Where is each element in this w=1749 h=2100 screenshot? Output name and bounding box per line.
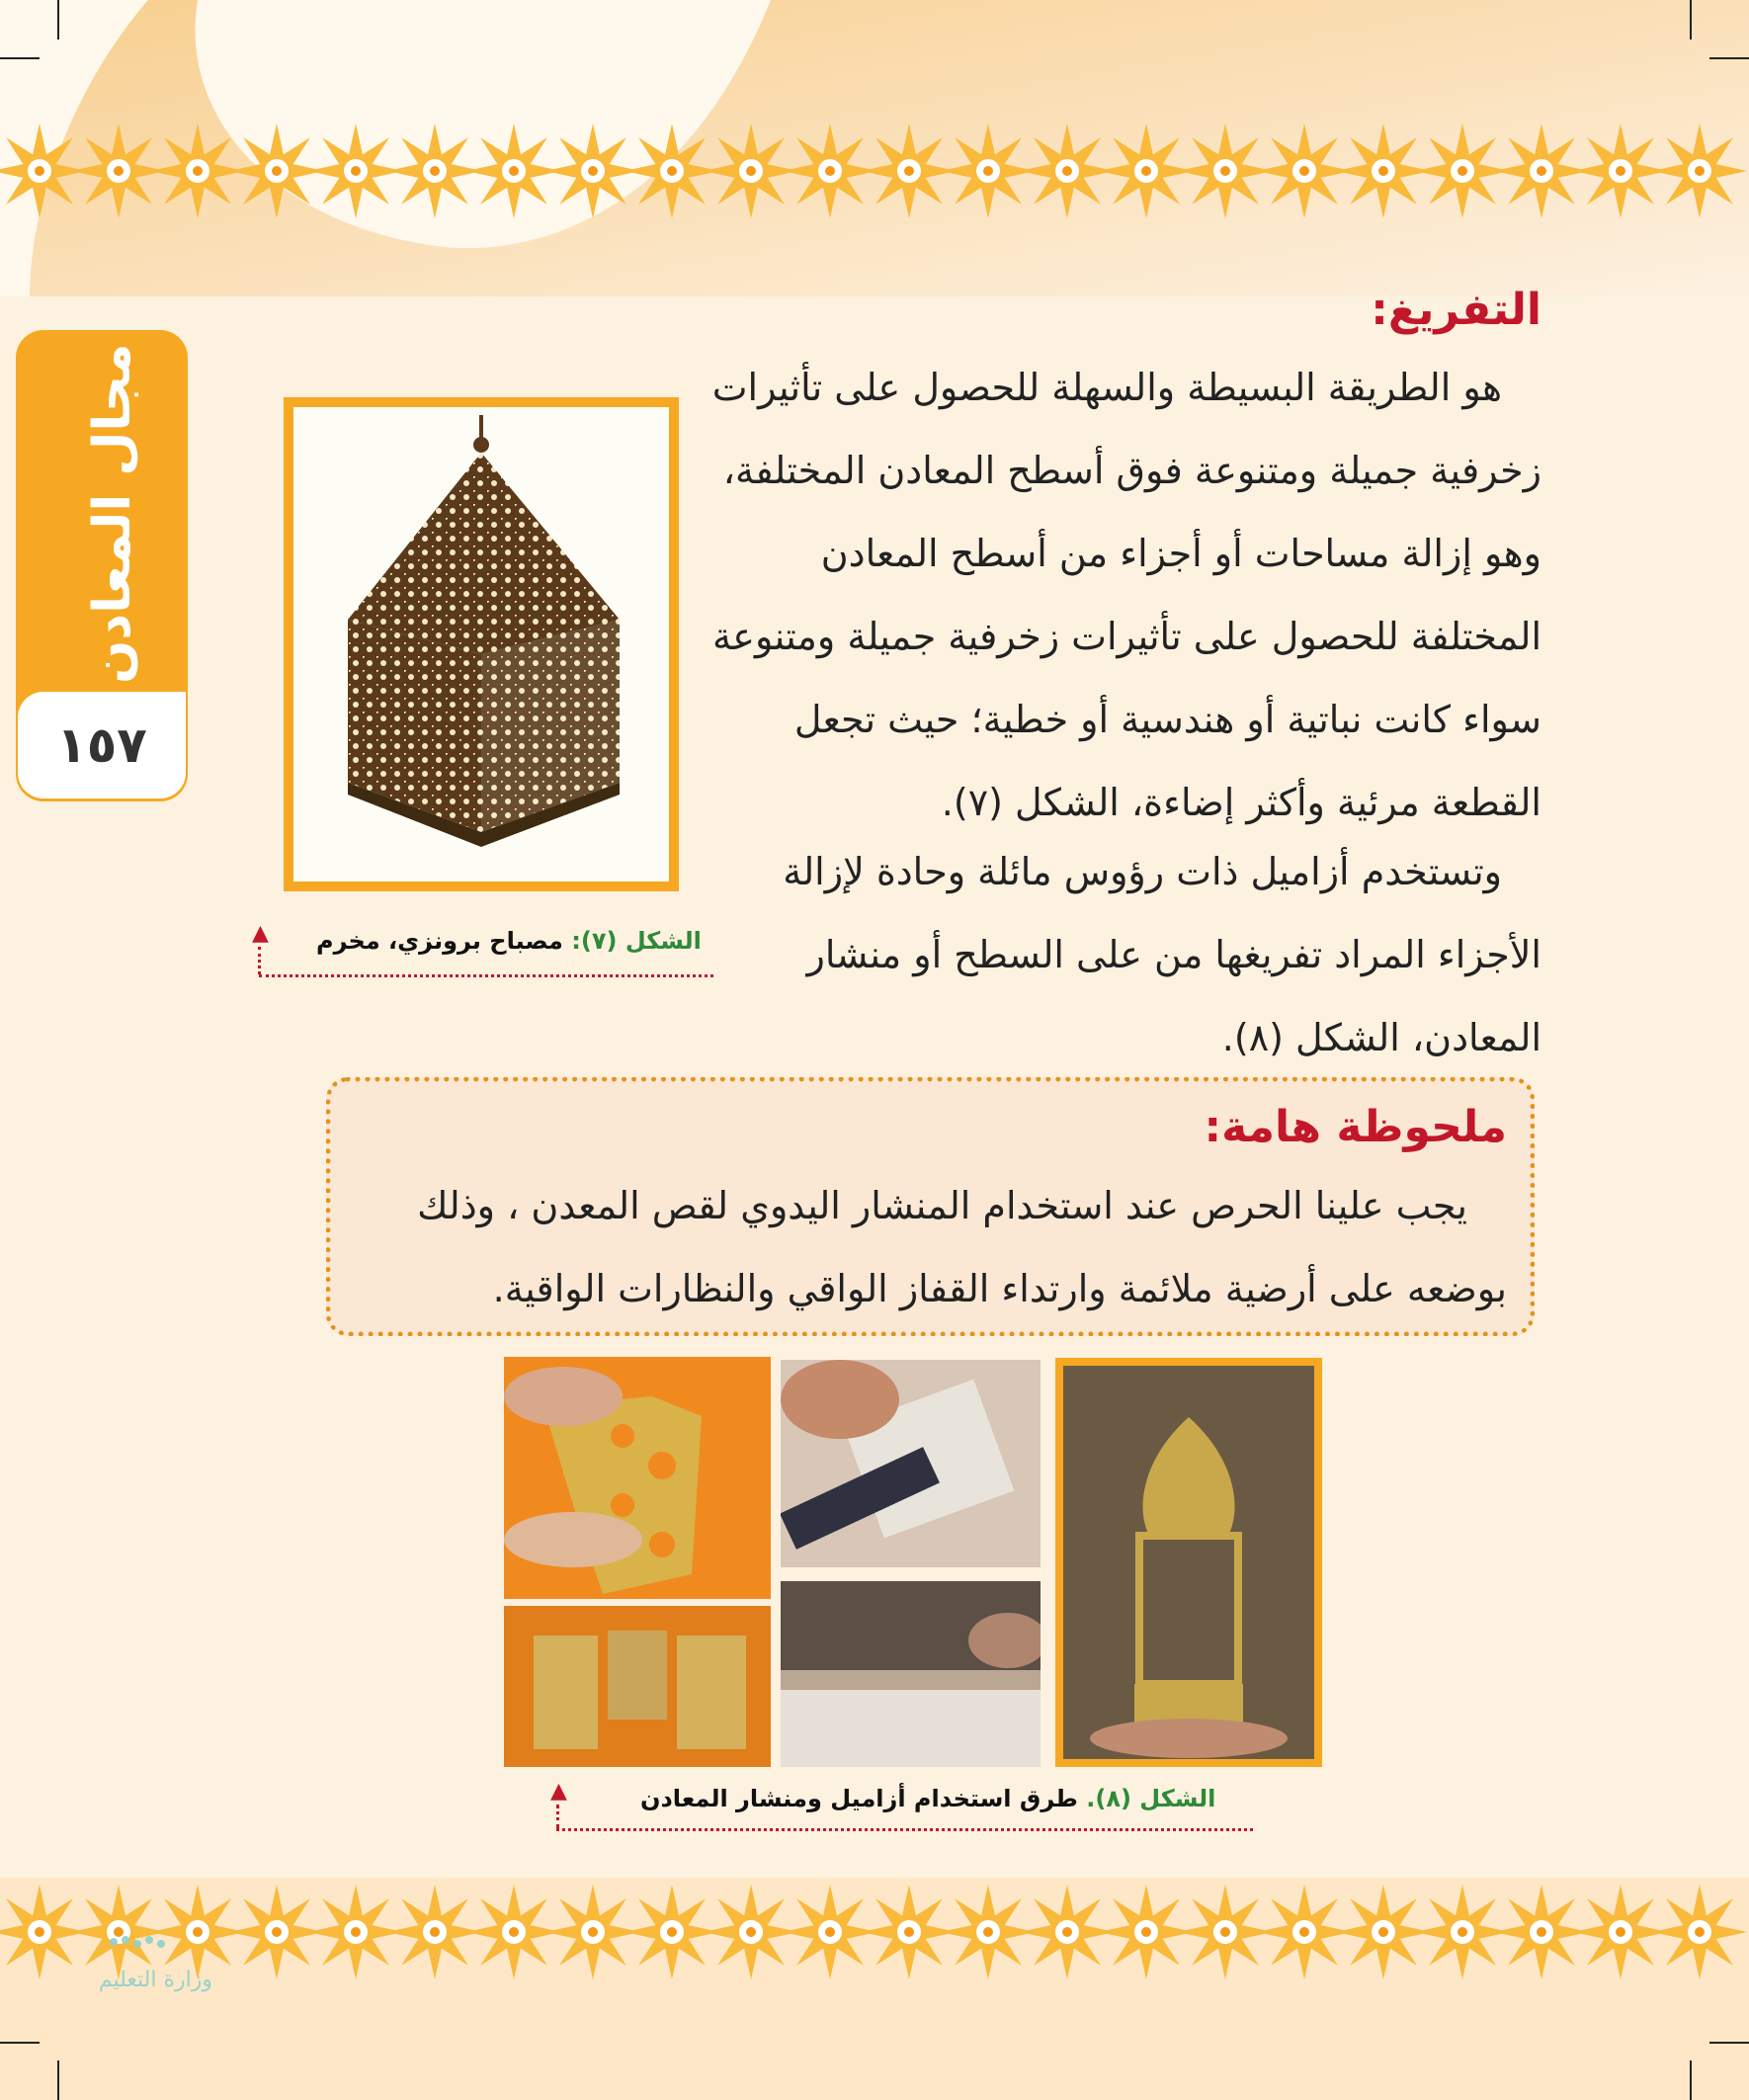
logo-dots-icon xyxy=(94,1932,212,1962)
top-star-border xyxy=(0,117,1749,225)
photo-hands-cutout xyxy=(504,1357,771,1599)
figure-8-label: الشكل (٨). xyxy=(1086,1785,1216,1812)
note-title: ملحوظة هامة: xyxy=(1204,1102,1507,1152)
page-number: ١٥٧ xyxy=(56,716,147,774)
paragraph-2: وتستخدم أزاميل ذات رؤوس مائلة وحادة لإزالة الأجزاء المراد تفريغها من على السطح أو منشار المعادن، الشكل (٨). xyxy=(783,850,1541,1059)
figure-7-frame xyxy=(284,397,679,891)
figure-7-caption xyxy=(316,927,702,955)
chapter-label: مجال المعادن xyxy=(83,343,142,685)
logo-text: وزارة التعليم xyxy=(98,1968,212,1992)
photo-saw-cutting xyxy=(781,1360,1041,1567)
section-title: التفريغ: xyxy=(1371,285,1541,335)
paragraph-1: هو الطريقة البسيطة والسهلة للحصول على تأثيرات زخرفية جميلة ومتنوعة فوق أسطح المعادن المختلفة، وهو إزالة مساحات أو أجزاء من أسطح المعادن المختلفة للحصول على تأثيرات زخرفية جميلة ومتنوعة سواء كانت نباتية أو هندسية أو خطية؛ حيث تجعل القطعة مرئية وأكثر إضاءة، الشكل (٧). xyxy=(711,366,1541,824)
ministry-logo xyxy=(94,1932,212,1992)
photo-chisel-work xyxy=(781,1581,1041,1767)
bottom-star-border xyxy=(0,1878,1749,1986)
photo-cutout-panels xyxy=(504,1606,771,1767)
figure-8-text: طرق استخدام أزاميل ومنشار المعادن xyxy=(640,1785,1078,1812)
photo-brass-lantern xyxy=(1055,1358,1322,1767)
figure-7-label: الشكل (٧): xyxy=(571,927,702,955)
figure-8-arrow-icon: ▲ xyxy=(550,1779,567,1804)
figure-8-dotted-line xyxy=(556,1828,1253,1831)
star-ornament-icon xyxy=(1652,1885,1747,1979)
figure-8-dotted-stem xyxy=(556,1805,559,1828)
bronze-lamp-image xyxy=(293,407,669,882)
figure-7-arrow-icon: ▲ xyxy=(252,921,269,946)
figure-7-dotted-stem xyxy=(258,947,261,974)
star-ornament-icon xyxy=(1652,124,1747,218)
figure-8-caption xyxy=(640,1785,1215,1812)
note-text: يجب علينا الحرص عند استخدام المنشار اليدوي لقص المعدن ، وذلك بوضعه على أرضية ملائمة وارتداء القفاز الواقي والنظارات الواقية. xyxy=(417,1184,1507,1310)
figure-7-dotted-line xyxy=(259,974,713,977)
figure-7-text: مصباح برونزي، مخرم xyxy=(316,927,563,955)
